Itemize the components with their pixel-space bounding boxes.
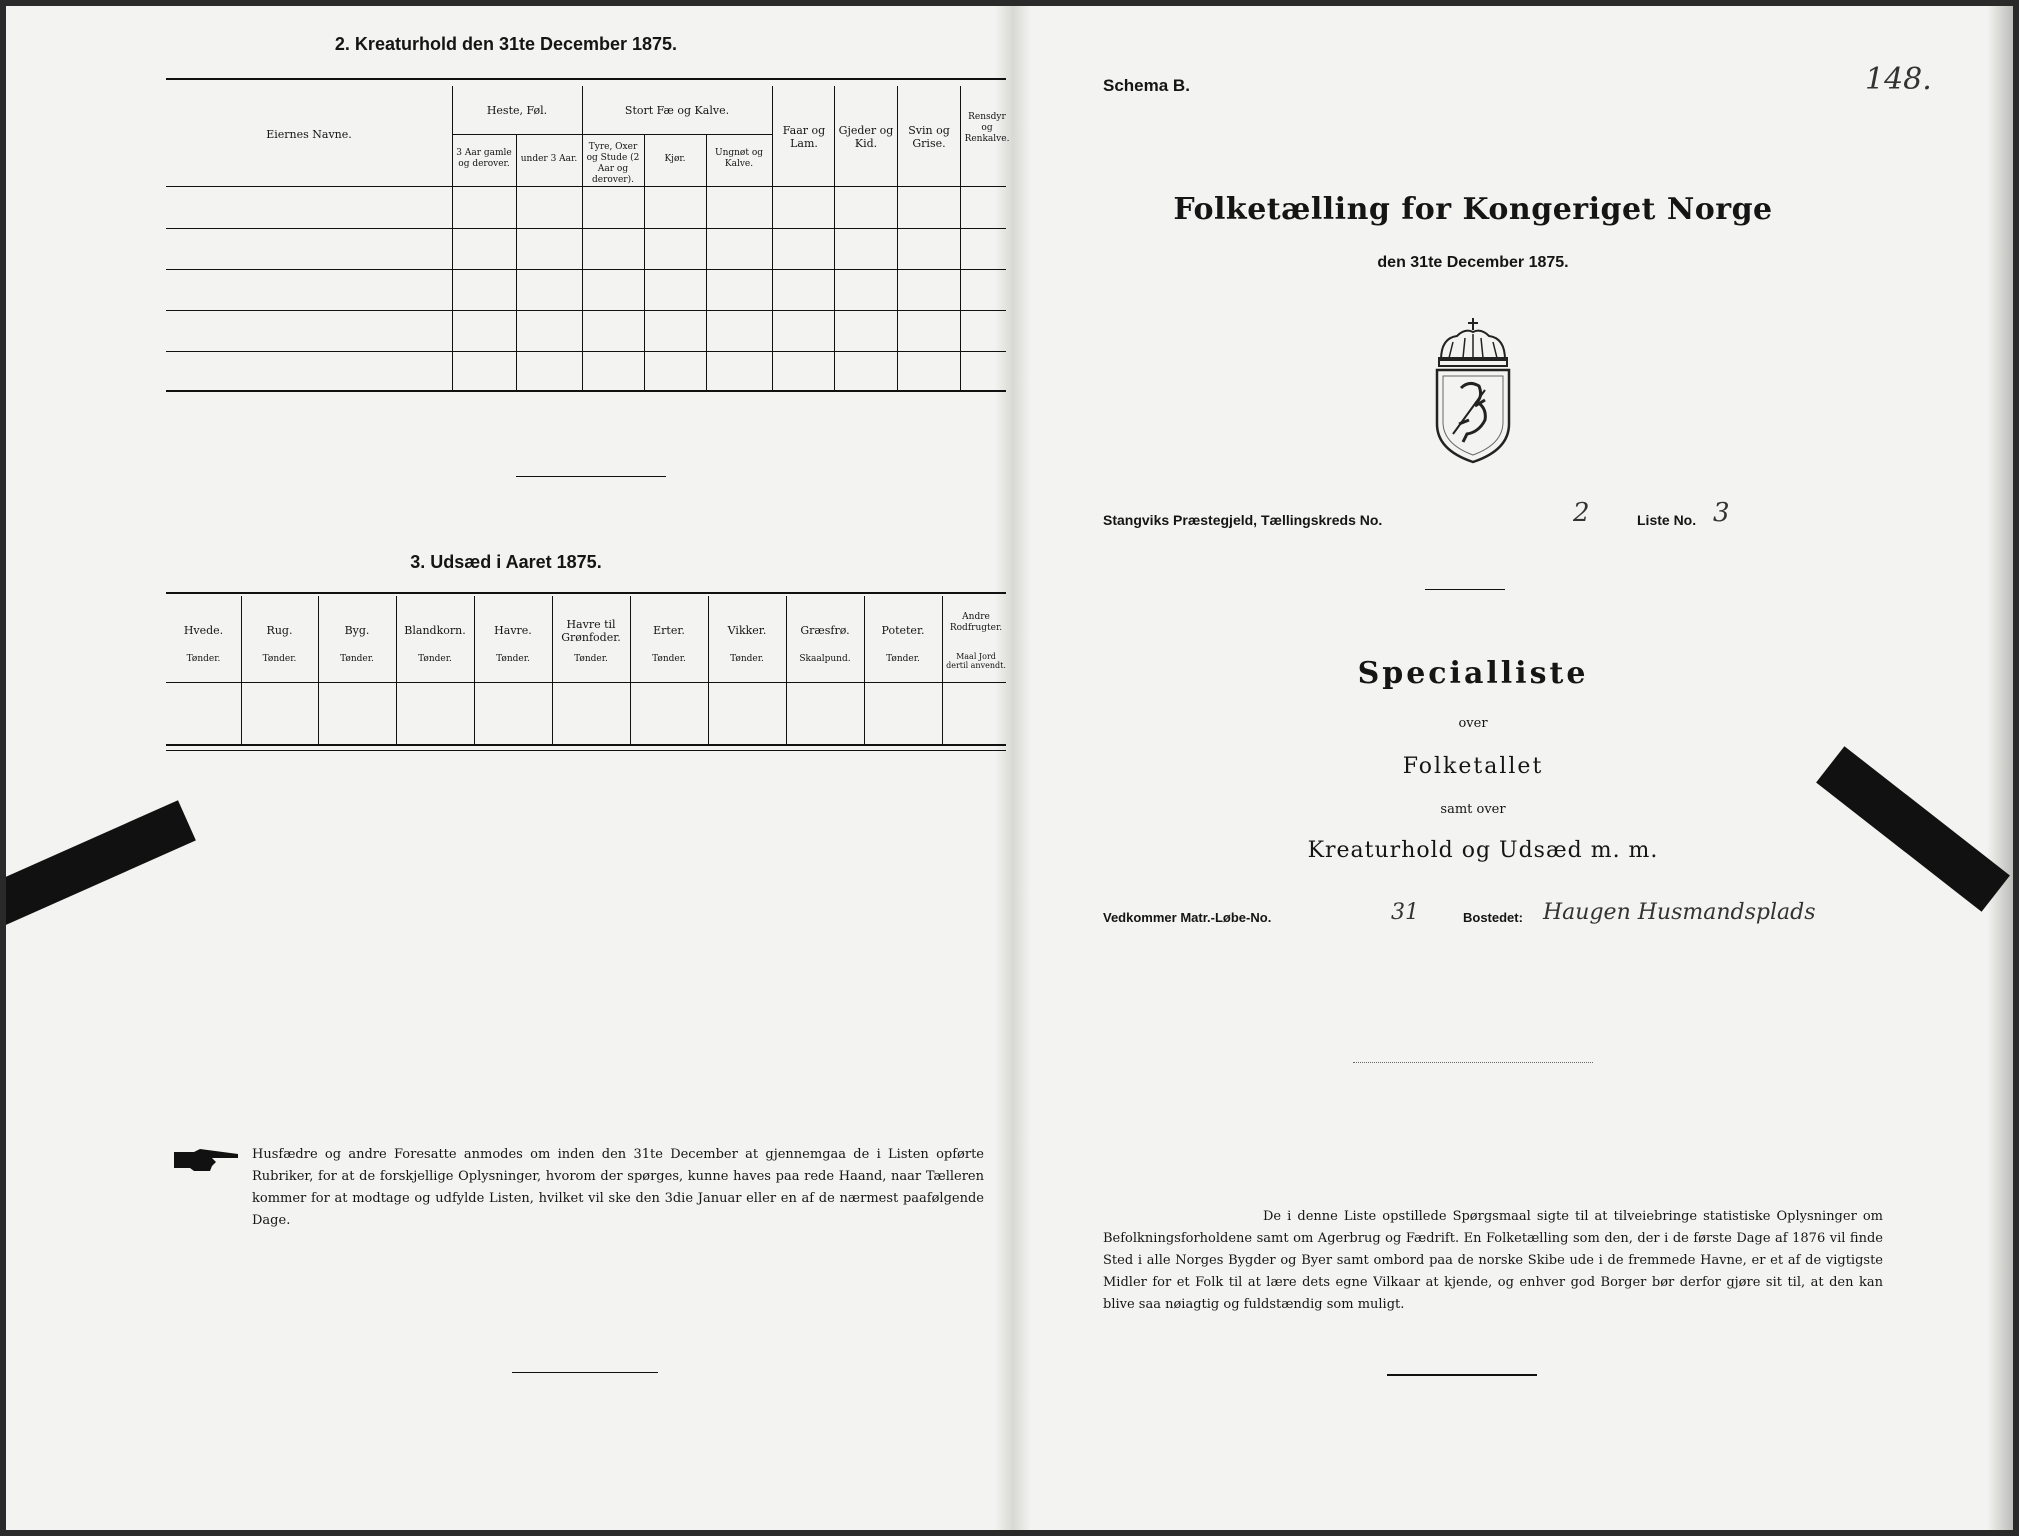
col-hvede-unit: Tønder. [186,654,221,664]
header-gjeder: Gjeder og Kid. [838,124,894,150]
col-rug-unit: Tønder. [262,654,297,664]
col-vikker-unit: Tønder. [730,654,764,664]
liste-number: 3 [1713,498,1730,528]
col-hvede: Hvede. [183,624,224,637]
page-number: 148. [1865,62,1932,97]
bottom-rule-right [1387,1374,1537,1376]
liste-prefix: Liste No. [1637,512,1697,528]
header-rensdyr: Rensdyr og Renkalve. [964,112,1010,144]
bottom-rule-left [512,1372,658,1373]
header-owner-name: Eiernes Navne. [266,128,352,141]
samt-over-label: samt over [1440,802,1506,817]
header-stortfae: Stort Fæ og Kalve. [624,104,730,117]
right-page [1013,6,2013,1530]
left-page [6,6,1013,1530]
col-andre-rodfrugter-unit: Maal Jord dertil anvendt. [946,652,1006,670]
header-faar: Faar og Lam. [782,124,826,150]
explanation-paragraph: De i denne Liste opstillede Spørgsmaal sigte til at tilveiebringe statistiske Oplysninger om Befolkningsforholdene samt om Agerbrug og Fædrift. En Folketælling som den, der i de første Dage af 1876 vil finde Sted i alle Norges Bygder og Byer samt ombord paa de norske Skibe ude i de fremmede Havne, er et af de vigtigste Midler for et Folk til at lære dets egne Vilkaar at kjende, og enhver god Borger bør derfor gjøre sit til, at den kan blive saa nøiagtig og fuldstændig som muligt. [1103,1209,1883,1312]
col-blandkorn: Blandkorn. [404,624,466,637]
folketallet-label: Folketallet [1402,754,1544,779]
coat-of-arms-icon [1423,316,1523,464]
bookmark-strip-left [6,800,196,926]
bosted-value: Haugen Husmandsplads [1543,900,1816,925]
matr-value: 31 [1391,900,1419,925]
bookmark-strip-right [1816,746,2010,912]
census-title: Folketælling for Kongeriget Norge [1173,192,1773,227]
col-havre-unit: Tønder. [496,654,530,664]
col-rug: Rug. [266,624,293,637]
col-poteter: Poteter. [881,624,925,637]
col-havre: Havre. [494,624,532,637]
section2-title: 2. Kreaturhold den 31te December 1875. [334,34,678,54]
col-byg: Byg. [344,624,370,637]
matr-label: Vedkommer Matr.-Løbe-No. [1103,910,1272,925]
header-heste: Heste, Føl. [486,104,548,117]
notice-paragraph: Husfædre og andre Foresatte anmodes om inden den 31te December at gjennemgaa de i Listen opførte Rubriker, for at de forskjellige Oplysninger, hvorom der spørges, kunne haves paa rede Haand, naar Tælleren kommer for at modtage og udfylde Listen, hvilket vil ske den 3die Januar eller en af de nærmest paafølgende Dage. [252,1147,984,1228]
header-ungnot: Ungnøt og Kalve. [714,148,763,169]
col-graesfro-unit: Skaalpund. [799,654,851,664]
right-edge-shadow [1987,6,2013,1530]
dotted-rule [1353,1062,1593,1063]
col-erter: Erter. [653,624,685,637]
over-label: over [1458,716,1488,731]
col-havre-gronfoder: Havre til Grønfoder. [561,618,621,644]
left-spine-shadow [995,6,1013,1530]
kreaturhold-label: Kreaturhold og Udsæd m. m. [1307,838,1659,863]
header-heste-old: 3 Aar gamle og derover. [456,148,512,169]
pointing-hand-icon [172,1146,242,1174]
col-vikker: Vikker. [727,624,767,637]
district-prefix: Stangviks Præstegjeld, Tællingskreds No. [1103,512,1383,528]
divider-rule [516,476,666,477]
short-rule [1425,589,1505,590]
header-heste-young: under 3 Aar. [520,154,578,164]
col-byg-unit: Tønder. [340,654,374,664]
header-tyre: Tyre, Oxer og Stude (2 Aar og derover). [586,142,640,185]
col-poteter-unit: Tønder. [886,654,920,664]
col-erter-unit: Tønder. [652,654,686,664]
header-kjor: Kjør. [664,154,686,164]
district-number: 2 [1573,498,1590,528]
col-andre-rodfrugter: Andre Rodfrugter. [949,612,1003,633]
schema-label: Schema B. [1103,76,1190,95]
right-spine-shadow [1013,6,1031,1530]
specialliste-heading: Specialliste [1357,656,1589,691]
col-blandkorn-unit: Tønder. [418,654,452,664]
col-graesfro: Græsfrø. [800,624,850,637]
section3-title: 3. Udsæd i Aaret 1875. [410,552,602,572]
col-havre-gronfoder-unit: Tønder. [574,654,608,664]
census-date: den 31te December 1875. [1377,254,1569,271]
bosted-label: Bostedet: [1463,910,1523,925]
header-svin: Svin og Grise. [908,124,950,150]
